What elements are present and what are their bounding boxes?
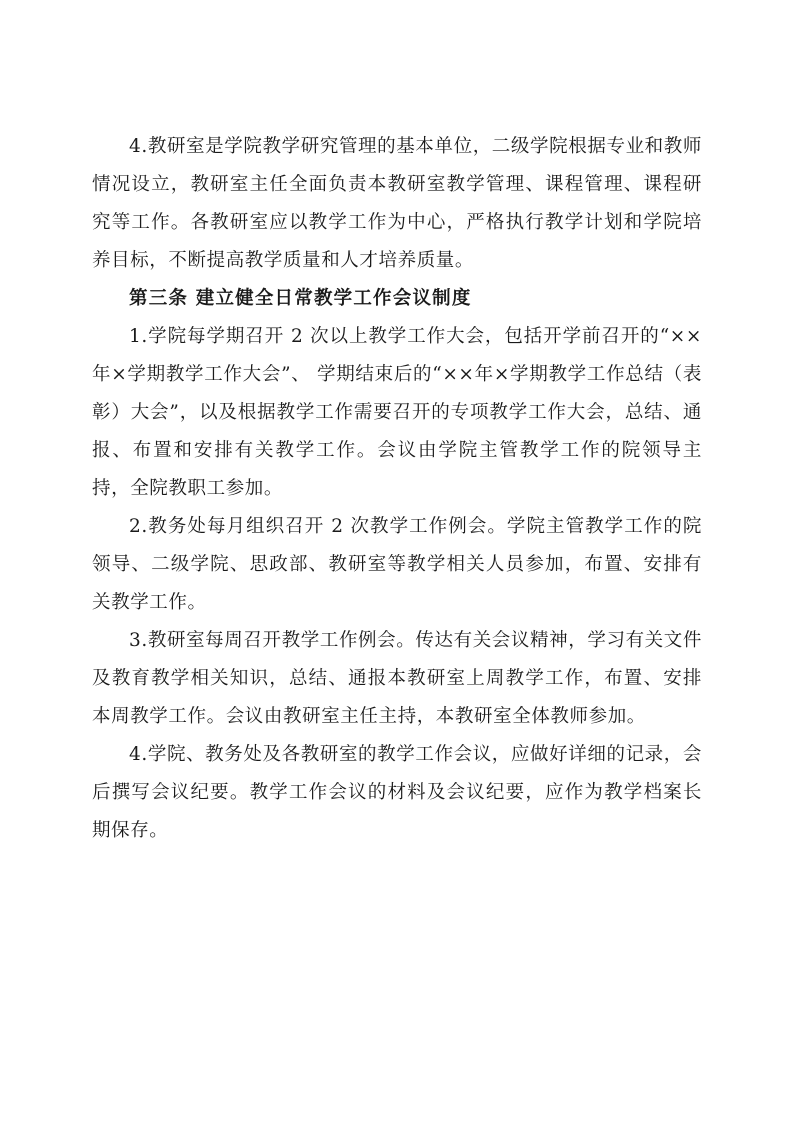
document-body: [92, 128, 702, 850]
paragraph-article-three-heading: 第三条 建立健全日常教学工作会议制度: [129, 288, 472, 309]
paragraph-item-4-meeting-records: 4.学院、教务处及各教研室的教学工作会议，应做好详细的记录，会后撰写会议纪要。教学工作会议的材料及会议纪要，应作为教学档案长期保存。: [92, 744, 702, 841]
paragraph-item-1-semester-meeting: 1.学院每学期召开 2 次以上教学工作大会，包括开学前召开的“××年×学期教学工作大会”、 学期结束后的“××年×学期教学工作总结（表彰）大会”，以及根据教学工作需要召开的专项教学工作大会，总结、通报、布置和安排有关教学工作。会议由学院主管教学工作的院领导主持，全院教职工参加。: [92, 326, 702, 499]
paragraph-item-2-monthly-meeting: 2.教务处每月组织召开 2 次教学工作例会。学院主管教学工作的院领导、二级学院、思政部、教研室等教学相关人员参加，布置、安排有关教学工作。: [92, 516, 702, 613]
paragraph-item-3-weekly-meeting: 3.教研室每周召开教学工作例会。传达有关会议精神，学习有关文件及教育教学相关知识，总结、通报本教研室上周教学工作，布置、安排本周教学工作。会议由教研室主任主持，本教研室全体教师参加。: [92, 630, 702, 727]
paragraph-item-4-teaching-research-office: 4.教研室是学院教学研究管理的基本单位，二级学院根据专业和教师情况设立，教研室主任全面负责本教研室教学管理、课程管理、课程研究等工作。各教研室应以教学工作为中心，严格执行教学计划和学院培养目标，不断提高教学质量和人才培养质量。: [92, 136, 702, 271]
